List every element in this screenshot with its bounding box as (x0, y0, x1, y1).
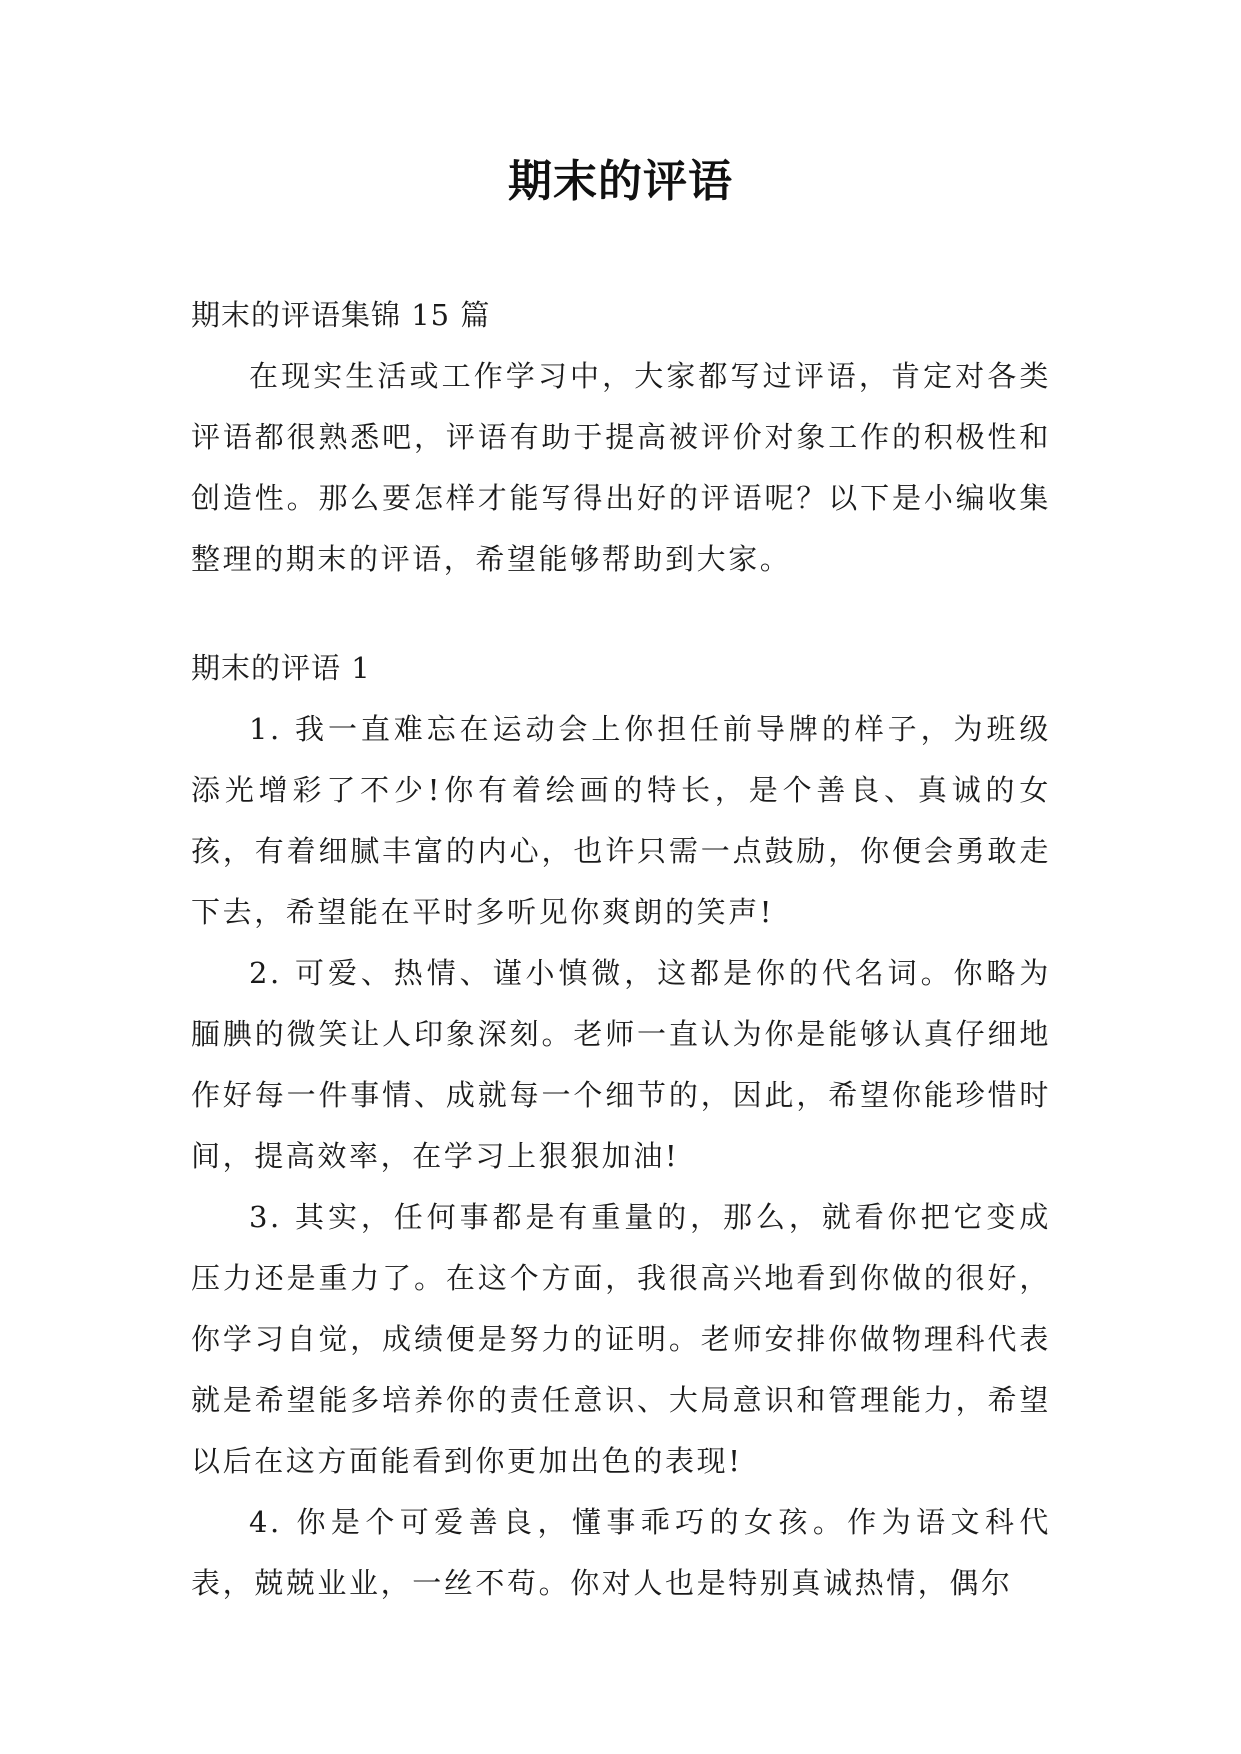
section-1 (191, 638, 1051, 1614)
document-title: 期末的评语 (508, 156, 733, 207)
comment-item-4: 4. 你是个可爱善良，懂事乖巧的女孩。作为语文科代表，兢兢业业，一丝不苟。你对人也是特别真诚热情，偶尔 (191, 1505, 1051, 1600)
intro-paragraph: 在现实生活或工作学习中，大家都写过评语，肯定对各类评语都很熟悉吧，评语有助于提高被评价对象工作的积极性和创造性。那么要怎样才能写得出好的评语呢？以下是小编收集整理的期末的评语，希望能够帮助到大家。 (191, 359, 1051, 576)
document-subtitle (191, 285, 1051, 346)
section-heading: 期末的评语 1 (191, 651, 371, 685)
comment-item-1: 1. 我一直难忘在运动会上你担任前导牌的样子，为班级添光增彩了不少!你有着绘画的特长，是个善良、真诚的女孩，有着细腻丰富的内心，也许只需一点鼓励，你便会勇敢走下去，希望能在平时多听见你爽朗的笑声! (191, 712, 1051, 929)
comment-item-3: 3. 其实，任何事都是有重量的，那么，就看你把它变成压力还是重力了。在这个方面，我很高兴地看到你做的很好，你学习自觉，成绩便是努力的证明。老师安排你做物理科代表就是希望能多培养你的责任意识、大局意识和管理能力，希望以后在这方面能看到你更加出色的表现! (191, 1200, 1051, 1478)
intro-block (191, 346, 1051, 590)
comment-item-2: 2. 可爱、热情、谨小慎微，这都是你的代名词。你略为腼腆的微笑让人印象深刻。老师一直认为你是能够认真仔细地作好每一件事情、成就每一个细节的，因此，希望你能珍惜时间，提高效率，在学习上狠狠加油! (191, 956, 1051, 1173)
subtitle-text: 期末的评语集锦 15 篇 (191, 298, 491, 332)
